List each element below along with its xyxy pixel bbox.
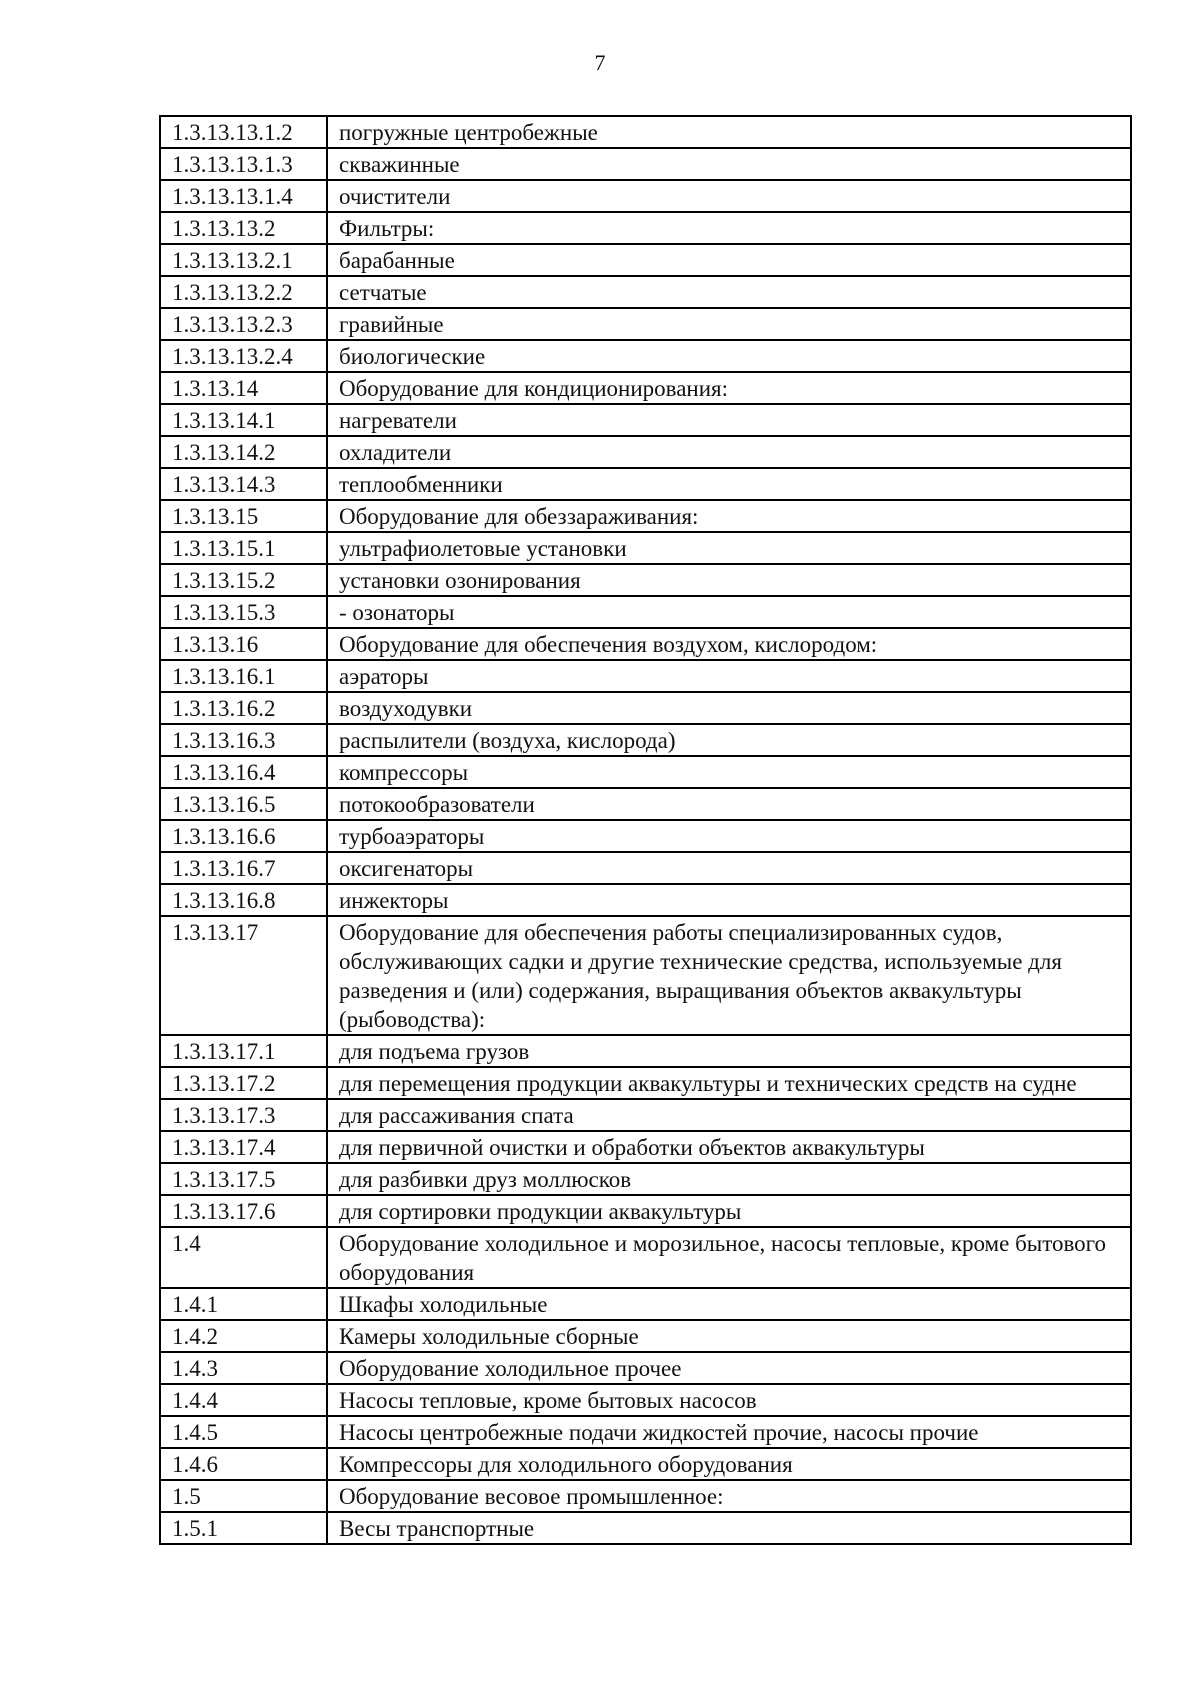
row-code: 1.3.13.15.1 [161, 533, 328, 563]
row-name: для разбивки друз моллюсков [339, 1167, 632, 1192]
row-code: 1.4.3 [161, 1353, 328, 1383]
table-row [161, 1383, 1130, 1415]
table-row [161, 243, 1130, 275]
row-name: Насосы центробежные подачи жидкостей прочие, насосы прочие [339, 1420, 979, 1445]
row-name: потокообразователи [339, 792, 535, 817]
row-name: Компрессоры для холодильного оборудования [339, 1452, 793, 1477]
row-code: 1.4.4 [161, 1385, 328, 1415]
table-row [161, 1319, 1130, 1351]
row-code: 1.4.2 [161, 1321, 328, 1351]
table-row [161, 595, 1130, 627]
row-code: 1.4.6 [161, 1449, 328, 1479]
classification-table [159, 115, 1132, 1545]
table-row [161, 819, 1130, 851]
row-code: 1.3.13.14 [161, 373, 328, 403]
table-row [161, 211, 1130, 243]
table-row [161, 755, 1130, 787]
row-name: - озонаторы [339, 600, 455, 625]
row-code: 1.4.1 [161, 1289, 328, 1319]
row-code: 1.3.13.13.2.4 [161, 341, 328, 371]
row-name: Оборудование для кондиционирования: [339, 376, 729, 401]
row-code: 1.4.5 [161, 1417, 328, 1447]
page-number: 7 [594, 50, 606, 75]
table-row [161, 1162, 1130, 1194]
table-row [161, 339, 1130, 371]
row-name: Оборудование холодильное прочее [339, 1356, 682, 1381]
table-row [161, 1194, 1130, 1226]
row-name: Оборудование для обеззараживания: [339, 504, 699, 529]
row-code: 1.3.13.13.2.1 [161, 245, 328, 275]
table-row [161, 563, 1130, 595]
row-name: гравийные [339, 312, 444, 337]
table-row [161, 179, 1130, 211]
row-name: Шкафы холодильные [339, 1292, 548, 1317]
row-name: погружные центробежные [339, 120, 598, 145]
row-name: для перемещения продукции аквакультуры и технических средств на судне [339, 1071, 1077, 1096]
row-code: 1.3.13.13.2.2 [161, 277, 328, 307]
row-name: распылители (воздуха, кислорода) [339, 728, 676, 753]
row-code: 1.3.13.15 [161, 501, 328, 531]
table-row [161, 915, 1130, 1034]
row-name: для первичной очистки и обработки объектов аквакультуры [339, 1135, 925, 1160]
row-name: сетчатые [339, 280, 427, 305]
row-code: 1.3.13.13.2.3 [161, 309, 328, 339]
row-code: 1.3.13.14.2 [161, 437, 328, 467]
row-name: очистители [339, 184, 451, 209]
row-name: Оборудование для обеспечения воздухом, кислородом: [339, 632, 878, 657]
table-row [161, 403, 1130, 435]
row-code: 1.3.13.16 [161, 629, 328, 659]
row-code: 1.3.13.14.3 [161, 469, 328, 499]
row-code: 1.4 [161, 1228, 328, 1287]
row-code: 1.3.13.17.1 [161, 1036, 328, 1066]
table-row [161, 1511, 1130, 1543]
table-row [161, 1351, 1130, 1383]
row-code: 1.3.13.16.1 [161, 661, 328, 691]
table-row [161, 723, 1130, 755]
row-code: 1.3.13.14.1 [161, 405, 328, 435]
row-name: для подъема грузов [339, 1039, 530, 1064]
table-row [161, 787, 1130, 819]
row-code: 1.3.13.16.4 [161, 757, 328, 787]
table-row [161, 1098, 1130, 1130]
row-code: 1.3.13.13.2 [161, 213, 328, 243]
row-code: 1.3.13.17.3 [161, 1100, 328, 1130]
table-row [161, 1447, 1130, 1479]
table-row [161, 1479, 1130, 1511]
table-row [161, 147, 1130, 179]
row-code: 1.3.13.16.7 [161, 853, 328, 883]
row-name: нагреватели [339, 408, 457, 433]
table-row [161, 1226, 1130, 1287]
row-code: 1.3.13.16.5 [161, 789, 328, 819]
row-name: биологические [339, 344, 486, 369]
table-row [161, 691, 1130, 723]
table-row [161, 371, 1130, 403]
row-name: Оборудование весовое промышленное: [339, 1484, 724, 1509]
row-code: 1.3.13.16.2 [161, 693, 328, 723]
table-row [161, 1415, 1130, 1447]
row-name: Насосы тепловые, кроме бытовых насосов [339, 1388, 757, 1413]
row-name: теплообменники [339, 472, 503, 497]
row-name: Оборудование холодильное и морозильное, насосы тепловые, кроме бытового оборудования [339, 1231, 1107, 1285]
row-name: скважинные [339, 152, 460, 177]
table-row [161, 467, 1130, 499]
row-code: 1.3.13.15.2 [161, 565, 328, 595]
row-name: инжекторы [339, 888, 449, 913]
table-row [161, 1287, 1130, 1319]
table-row [161, 1066, 1130, 1098]
row-code: 1.3.13.17.5 [161, 1164, 328, 1194]
table-row [161, 1130, 1130, 1162]
row-name: оксигенаторы [339, 856, 474, 881]
table-row [161, 851, 1130, 883]
row-name: для сортировки продукции аквакультуры [339, 1199, 742, 1224]
row-code: 1.3.13.17 [161, 917, 328, 1034]
row-name: турбоаэраторы [339, 824, 485, 849]
row-code: 1.5 [161, 1481, 328, 1511]
row-name: охладители [339, 440, 452, 465]
row-code: 1.3.13.13.1.2 [161, 117, 328, 147]
row-name: установки озонирования [339, 568, 581, 593]
row-name: Весы транспортные [339, 1516, 535, 1541]
row-code: 1.3.13.17.6 [161, 1196, 328, 1226]
table-row [161, 659, 1130, 691]
row-name: Оборудование для обеспечения работы специализированных судов, обслуживающих садки и другие технические средства, используемые для разведения и (или) содержания, выращивания объектов аквакультуры (рыбоводства): [339, 920, 1062, 1032]
row-code: 1.3.13.17.4 [161, 1132, 328, 1162]
row-name: аэраторы [339, 664, 429, 689]
row-name: Фильтры: [339, 216, 435, 241]
table-row [161, 435, 1130, 467]
row-name: ультрафиолетовые установки [339, 536, 627, 561]
row-code: 1.3.13.16.3 [161, 725, 328, 755]
table-row [161, 627, 1130, 659]
row-name: Камеры холодильные сборные [339, 1324, 639, 1349]
row-code: 1.3.13.17.2 [161, 1068, 328, 1098]
table-row [161, 307, 1130, 339]
row-name: барабанные [339, 248, 455, 273]
row-code: 1.3.13.15.3 [161, 597, 328, 627]
table-row [161, 499, 1130, 531]
table-row [161, 275, 1130, 307]
table-row [161, 883, 1130, 915]
row-name: воздуходувки [339, 696, 473, 721]
row-code: 1.3.13.16.8 [161, 885, 328, 915]
row-code: 1.3.13.16.6 [161, 821, 328, 851]
table-row [161, 1034, 1130, 1066]
row-name: компрессоры [339, 760, 469, 785]
table-row [161, 531, 1130, 563]
row-code: 1.3.13.13.1.4 [161, 181, 328, 211]
row-name: для рассаживания спата [339, 1103, 574, 1128]
row-code: 1.3.13.13.1.3 [161, 149, 328, 179]
table-row [161, 115, 1130, 147]
row-code: 1.5.1 [161, 1513, 328, 1543]
